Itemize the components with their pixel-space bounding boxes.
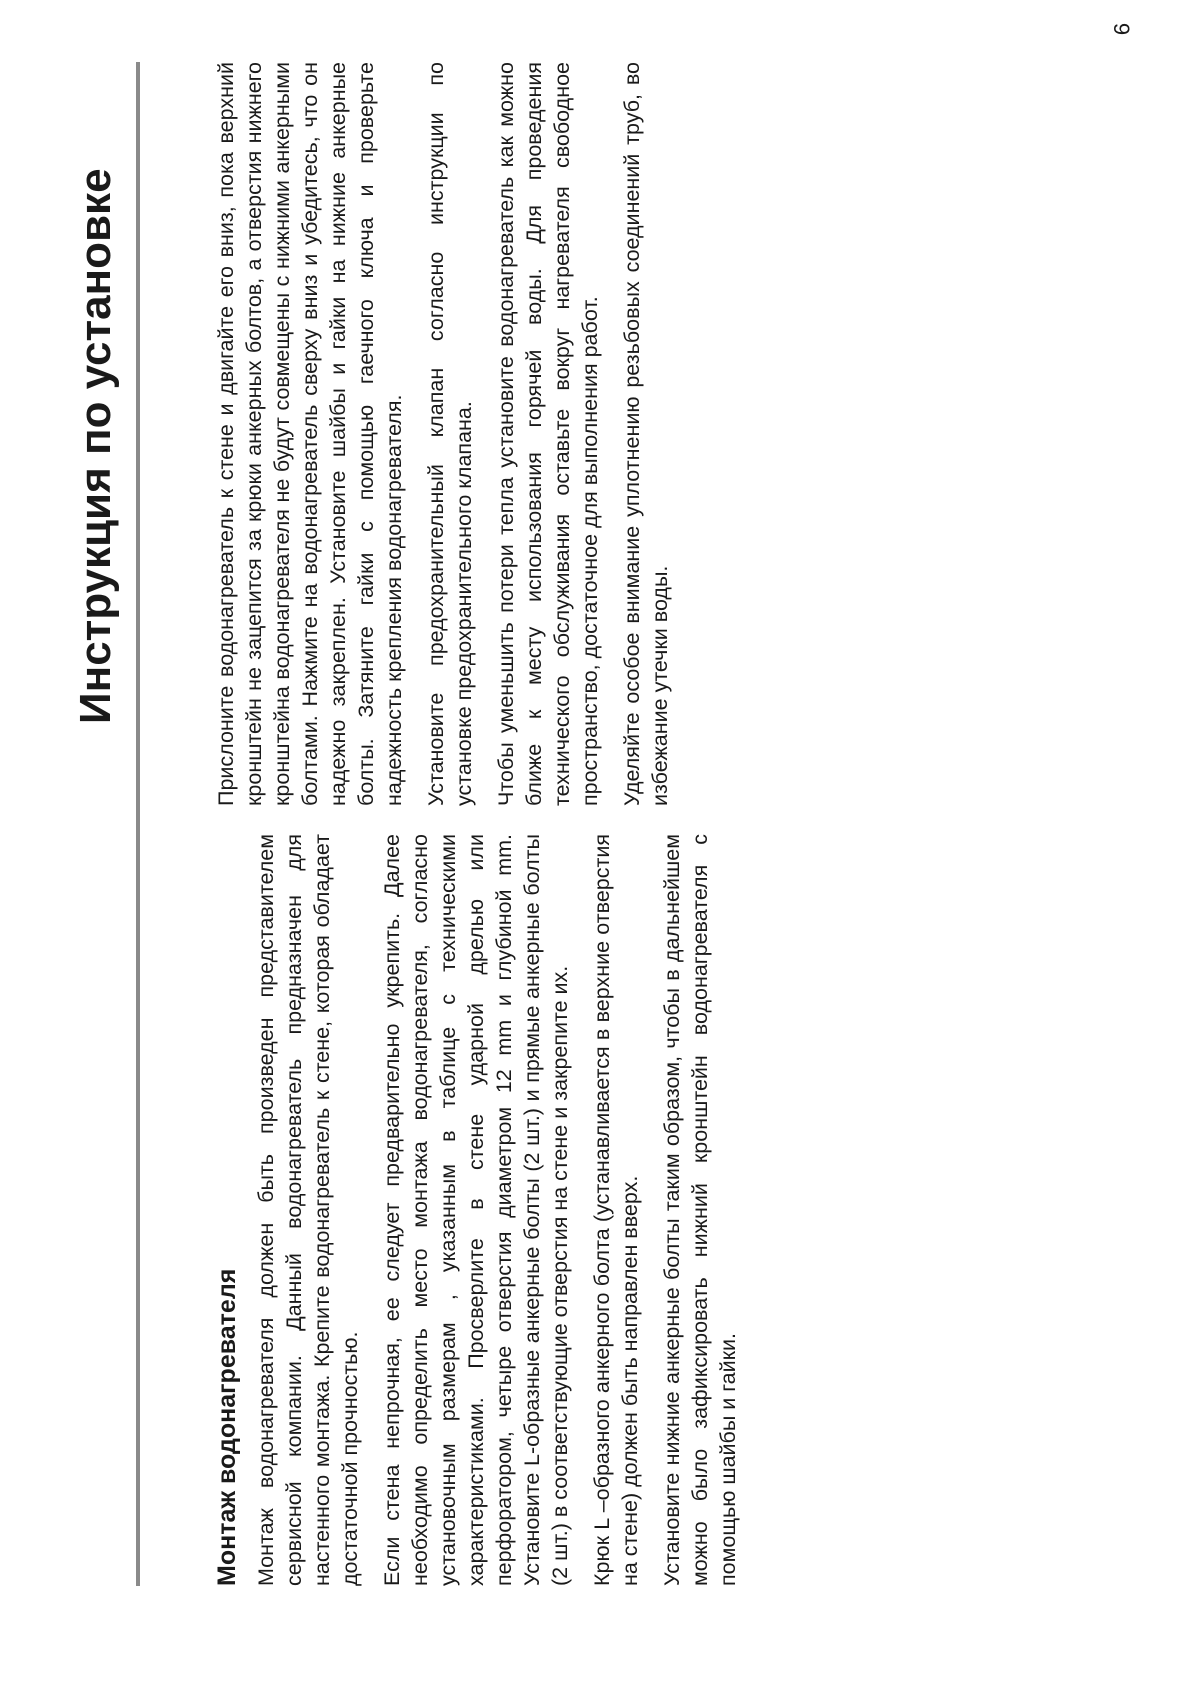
section-heading-mounting: Монтаж водонагревателя	[213, 1268, 241, 1586]
page-number: 9	[1109, 22, 1134, 36]
paragraph: Установите предохранительный клапан согласно инструкции по установке предохранительного клапана.	[424, 62, 476, 806]
paragraph: Чтобы уменьшить потери тепла установите водонагреватель как можно ближе к месту использования горячей воды. Для проведения технического обслуживания оставьте вокруг нагревателя свободное пространство, достаточное для выполнения работ.	[494, 62, 602, 806]
paragraph: Монтаж водонагревателя должен быть произведен представителем сервисной компании. Данный водонагреватель предназначен для настенного монтажа. Крепите водонагреватель к стене, которая обладает достаточной прочностью.	[254, 834, 362, 1586]
right-column	[212, 62, 688, 806]
paragraph: Уделяйте особое внимание уплотнению резьбовых соединений труб, во избежание утечки воды.	[620, 62, 672, 806]
paragraph: Если стена непрочная, ее следует предварительно укрепить. Далее необходимо определить место монтажа водонагревателя, согласно установочным размерам , указанным в таблице с техническими характеристиками. Просверлите в стене ударной дрелью или перфоратором, четыре отверстия диаметром 12 mm и глубиной mm. Установите L-образные анкерные болты (2 шт.) и прямые анкерные болты (2 шт.) в соответствующие отверстия на стене и закрепите их.	[380, 834, 572, 1586]
page-title: Инструкция по установке	[71, 168, 120, 724]
paragraph: Крюк L –образного анкерного болта (устанавливается в верхние отверстия на стене) должен быть направлен вверх.	[590, 834, 642, 1586]
paragraph: Прислоните водонагреватель к стене и двигайте его вниз, пока верхний кронштейн не зацепится за крюки анкерных болтов, а отверстия нижнего кронштейна водонагревателя не будут совмещены с нижними анкерными болтами. Нажмите на водонагреватель сверху вниз и убедитесь, что он надежно закреплен. Установите шайбы и гайки на нижние анкерные болты. Затяните гайки с помощью гаечного ключа и проверьте надежность крепления водонагревателя.	[214, 62, 406, 806]
title-underline-rule	[136, 62, 140, 1586]
paragraph: Установите нижние анкерные болты таким образом, чтобы в дальнейшем можно было зафиксировать нижний кронштейн водонагревателя с помощью шайбы и гайки.	[660, 834, 740, 1586]
left-column	[212, 834, 756, 1586]
